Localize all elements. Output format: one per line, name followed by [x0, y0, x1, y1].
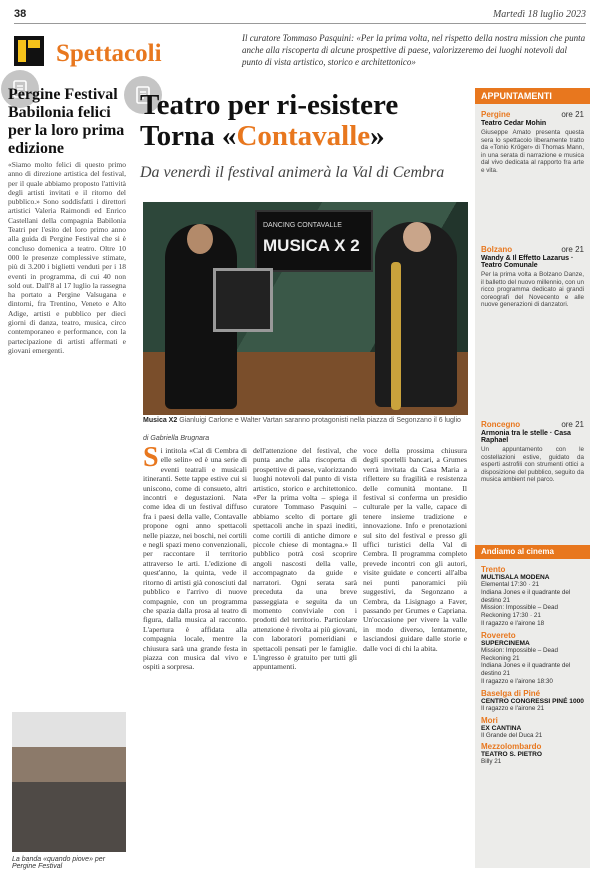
headline-suffix: » [370, 120, 385, 152]
saxophone [391, 262, 401, 410]
event-head [481, 245, 584, 254]
event-text: Per la prima volta a Bolzano Danze, il balletto del nuovo millennio, con un ricco programma dedicato ai grandi coreografi del Novecento e alle nuove generazioni di danzatori. [481, 271, 584, 309]
article-column-2: dell'attenzione del festival, che punta anche alla riscoperta di prospettive di paese, valorizzando luoghi notevoli dal punto di vista artistico, storico e architettonico. «Per la prima volta – spiega il curatore Tommaso Pasquini – abbiamo scelto di portare gli spettacoli anche in spazi inediti, come cortili di antiche dimore e piccole chiese di montagna.» Il pubblico potrà così scoprire angoli nascosti della valle, accompagnato da guide e narratori. Ogni serata sarà preceduta da una breve passeggiata e seguita da un momento conviviale con i prodotti del territorio. Particolare attenzione è rivolta ai più giovani, con laboratori pomeridiani e spettacoli pensati per le famiglie. L'ingresso è gratuito per tutti gli appuntamenti. [253, 446, 357, 672]
dropcap: S [143, 446, 159, 473]
pull-quote: Il curatore Tommaso Pasquini: «Per la prima volta, nel rispetto della nostra mission che punta anche alla riscoperta di alcune prospettive di paese, valorizzeremo dei luoghi notevoli dal punto di vista artistico, storico e architettonico» [242, 33, 586, 67]
cinema-listings [481, 562, 584, 867]
rail-title: APPUNTAMENTI [475, 88, 590, 104]
event-time: ore 21 [561, 420, 584, 429]
cinema-title: Andiamo al cinema [475, 545, 590, 559]
accordion [213, 268, 273, 332]
photo-caption [143, 417, 468, 424]
event-venue: Teatro Cedar Mohin [481, 120, 547, 127]
page-number: 38 [14, 8, 27, 20]
cinema-line: Il ragazzo e l'airone 18 [481, 619, 545, 627]
event-text: Un appuntamento con le costellazioni estive, guidato da esperti astrofili con strumenti ottici a disposizione del pubblico, seguito da musica ambient nel parco. [481, 446, 584, 484]
event-head [481, 110, 584, 119]
photo-screen [255, 210, 373, 272]
event-town: Roncegno [481, 420, 521, 429]
event-time: ore 21 [561, 110, 584, 119]
cinema-venue: SUPERCINEMA [481, 639, 530, 647]
photo-caption-label: Musica X2 [143, 417, 178, 424]
article-column-1 [143, 446, 247, 871]
cinema-line: Mission: Impossible – Dead Reckoning 17:30 · 21 [481, 604, 558, 620]
side-photo [12, 712, 126, 852]
screen-small-text: DANCING CONTAVALLE [263, 222, 342, 229]
cinema-line: Indiana Jones e il quadrante del destino 21 [481, 662, 571, 678]
cinema-town: Mori [481, 715, 498, 725]
musician-sax [375, 222, 457, 407]
cinema-line: Indiana Jones e il quadrante del destino 21 [481, 588, 571, 604]
cinema-venue: TEATRO S. PIETRO [481, 751, 543, 759]
cinema-line: Elemental 17:30 · 21 [481, 581, 540, 588]
newspaper-logo [14, 36, 44, 66]
event-town: Bolzano [481, 245, 513, 254]
cinema-town: Mezzolombardo [481, 742, 542, 752]
section-title: Spettacoli [56, 40, 162, 67]
side-article-headline: Pergine Festival Babilonia felici per la loro prima edizione [8, 86, 125, 157]
cinema-line: Il Grande del Duca 21 [481, 731, 543, 739]
side-photo-caption: La banda «quando piove» per Pergine Festival [12, 856, 106, 870]
headline-prefix: Torna « [140, 120, 237, 152]
date: Martedì 18 luglio 2023 [492, 9, 586, 20]
event-item [481, 110, 584, 240]
event-item [481, 245, 584, 415]
headline-line-2 [140, 121, 470, 152]
cinema-line: Mission: Impossible – Dead Reckoning 21 [481, 646, 558, 662]
photo-caption-text: Gianluigi Carlone e Walter Vartan saranno protagonisti nella piazza di Segonzano il 6 luglio [179, 417, 461, 424]
cinema-town: Baselga di Piné [481, 688, 541, 698]
cinema-line: Il ragazzo e l'airone 18:30 [481, 677, 553, 685]
main-photo [143, 202, 468, 415]
cinema-venue: EX CANTINA [481, 724, 522, 732]
event-item [481, 420, 584, 540]
event-venue: Armonia tra le stelle · Casa Raphael [481, 430, 571, 444]
cinema-line: Il ragazzo e l'airone 21 [481, 704, 545, 712]
side-article-body: «Siamo molto felici di questo primo anno di direzione artistica del festival, per il quale abbiamo proposto l'attività degli artisti invitati e il ritorno del pubblico.» Sono soddisfatti i direttori artistici Valeria Raimondi ed Enrico Castellani della compagnia Babilonia Teatri per l'esito del loro primo anno alla guida di Pergine Festival che si è concluso domenica a teatro. Oltre 10 000 le presenze complessive stimate, più di 3.200 i biglietti venduti per i 18 eventi in programma, di cui 40 non sold out. Dall'8 al 17 luglio la rassegna ha portato a Pergine Valsugana e dintorni, fra Trentino, Veneto e Alto Adige, artisti e pubblico per dieci giorni di danza, teatro, musica, circo contemporaneo e performance, con la partecipazione di artisti affermati e giovani emergenti. [8, 160, 126, 355]
column-text: i intitola «Cal di Cembra di elle selin» ed è una serie di eventi teatrali e musicali itineranti. Sette tappe estive cui si uniscono, come di consueto, altri incontri e degustazioni. Nata come idea di un festival diffuso fra i paesi della valle, Contavalle propone ogni anno spettacoli nelle piazze, nei boschi, nei cortili e negli spazi meno convenzionali, per raccontare il territorio attraverso le arti. L'edizione di quest'anno, la quinta, vede il ritorno di artisti già conosciuti dal pubblico e l'arrivo di nuove compagnie, con un programma che spazia dalla prosa al teatro di figura, dalla musica al racconto. L'apertura è affidata alla compagnia locale, mentre la chiusura sarà una grande festa in piazza con musica dal vivo e ospiti a sorpresa. [143, 446, 247, 672]
event-head [481, 420, 584, 429]
cinema-town: Trento [481, 565, 506, 574]
article-column-3: voce della prossima chiusura degli sportelli bancari, a Grumes verrà invitata da Casa Maria a riflettere su fragilità e resistenza delle comunità montane. Il festival si conferma un presidio culturale per la valle, capace di tenere insieme tradizione e innovazione. Info e prenotazioni sul sito del festival e presso gli uffici turistici della Val di Cembra. Il programma completo prevede incontri con gli autori, visite guidate e concerti all'alba nei punti panoramici più suggestivi, da Segonzano a Cembra, da Lisignago a Faver, passando per Grumes e Capriana. Un'occasione per vivere la valle in modo diverso, lentamente, lasciandosi guidare dalle storie e dalle voci di chi la abita. [363, 446, 467, 653]
screen-title: MUSICA X 2 [263, 236, 360, 255]
byline: di Gabriella Brugnara [143, 435, 210, 442]
main-headline [140, 90, 470, 152]
cinema-line: Billy 21 [481, 758, 502, 766]
deck: Da venerdì il festival animerà la Val di Cembra [140, 164, 445, 181]
headline-line-1: Teatro per ri-esistere [140, 89, 399, 121]
cinema-venue: CENTRO CONGRESSI PINÉ 1000 [481, 697, 584, 705]
event-venue: Wandy & Il Effetto Lazarus · Teatro Comunale [481, 255, 574, 269]
event-town: Pergine [481, 110, 511, 119]
event-text: Giuseppe Amato presenta questa sera lo spettacolo liberamente tratto da «Tonio Kröger» di Thomas Mann, in una serata di narrazione e musica dal vivo dedicata al rapporto fra arte e vita. [481, 129, 584, 174]
headline-accent: Contavalle [236, 120, 371, 152]
event-time: ore 21 [561, 245, 584, 254]
cinema-town: Rovereto [481, 630, 516, 640]
cinema-venue: MULTISALA MODENA [481, 574, 550, 581]
